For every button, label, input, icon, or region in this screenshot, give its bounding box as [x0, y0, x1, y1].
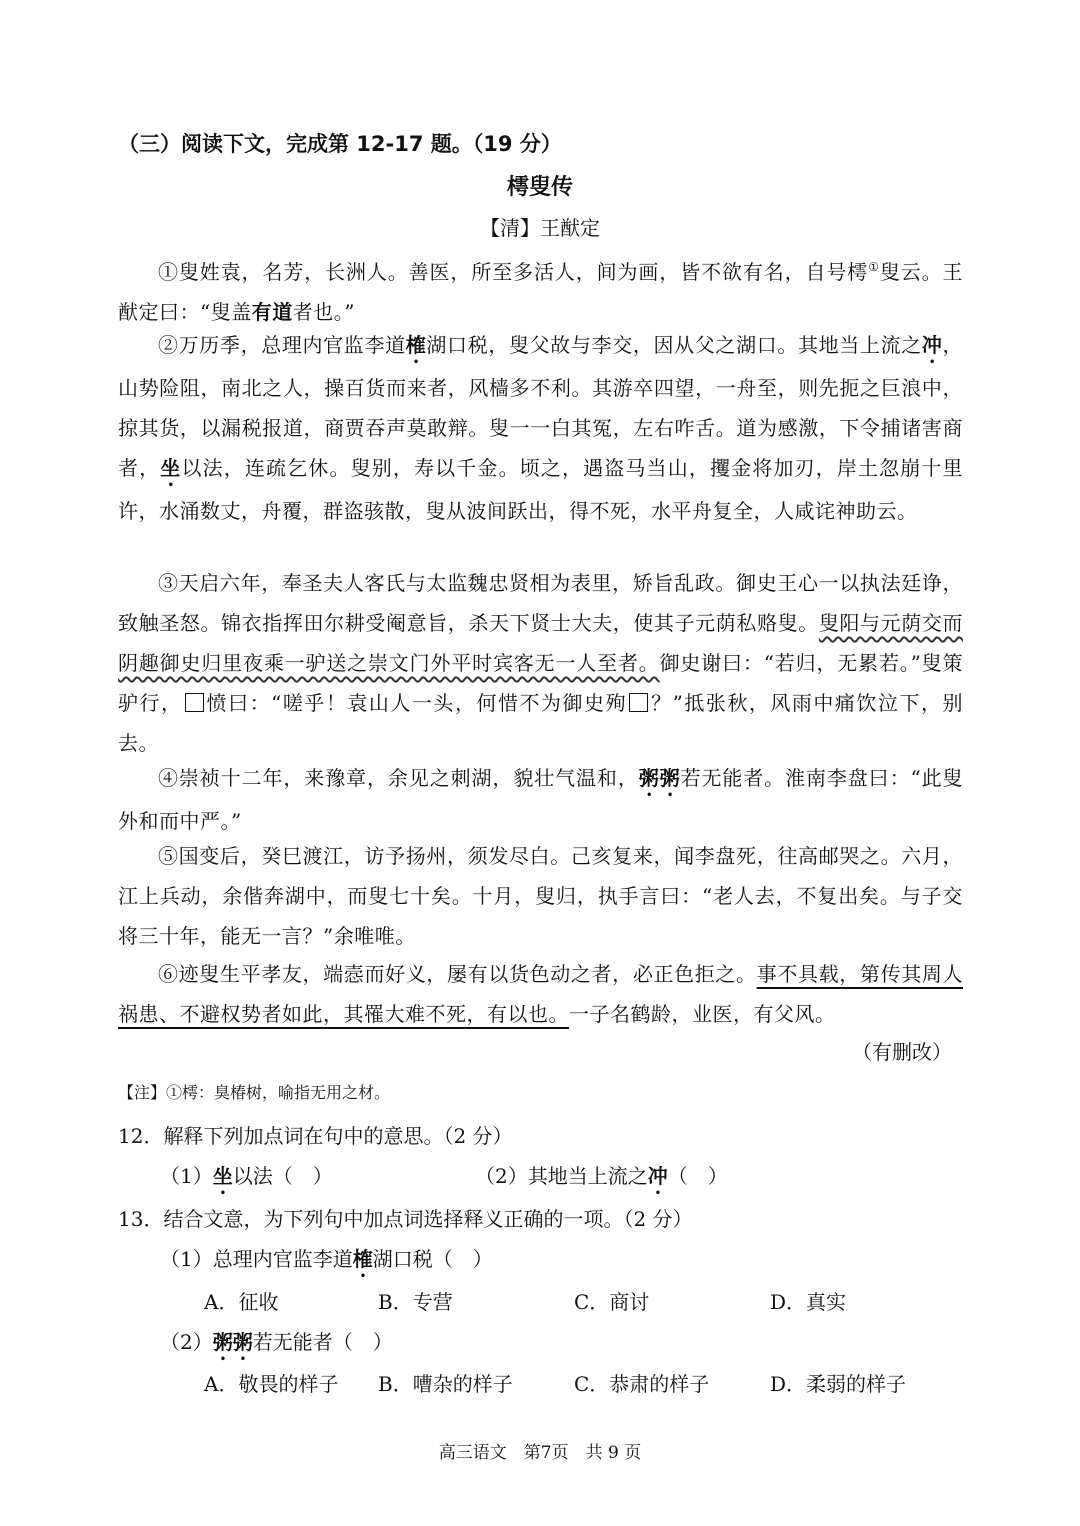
p4-text: ④崇祯十二年，来豫章，余见之刺湖，貌壮气温和，: [158, 766, 639, 790]
item-text: 以法（ ）: [232, 1164, 333, 1188]
paragraph-2: [118, 325, 963, 531]
bold-phrase: 有道: [251, 300, 293, 324]
question-12-item-2: [475, 1160, 728, 1199]
passage-title: 樗叟传: [506, 175, 573, 200]
item-label: （2）: [160, 1330, 213, 1354]
q13-2-option-b[interactable]: B．嘈杂的样子: [378, 1372, 513, 1396]
p2-text: 以法，连疏乞休。叟别，寿以千金。顷之，遇盗马当山，攫金将加刃，岸土忽崩十里许，水涌数丈，舟覆，群盗骇散，叟从波间跃出，得不死，水平舟复全，人咸诧神助云。: [118, 456, 964, 523]
paragraph-5: [118, 836, 963, 956]
passage-author: 【清】王猷定: [480, 216, 600, 240]
q13-1-option-d[interactable]: D．真实: [770, 1290, 847, 1314]
source-note: （有删改）: [852, 1040, 952, 1064]
item-label: （1）: [160, 1164, 213, 1188]
question-13-stem: 13．结合文意，为下列句中加点词选择释义正确的一项。（2 分）: [118, 1207, 693, 1231]
p2-text: 湖口税，叟父故与李交，因从父之湖口。其地当上流之: [426, 333, 922, 357]
p1-text: ①叟姓袁，名芳，长洲人。善医，所至多活人，间为画，皆不欲有名，自号樗: [158, 260, 869, 284]
p6-text: ⑥迹叟生平孝友，端悫而好义，屡有以货色动之者，必正色拒之。: [158, 962, 757, 986]
p3-text: ③天启六年，奉圣夫人客氏与太监魏忠贤相为表里，矫旨乱政。御史王心一以执法廷诤，致触圣怒。锦衣指挥田尔耕受阉意旨，杀天下贤士大夫，使其子元荫私赂叟。: [118, 571, 963, 635]
p1-text: 者也。”: [292, 300, 355, 324]
dotted-word: 粥粥: [638, 766, 681, 790]
q13-1-option-b[interactable]: B．专营: [378, 1290, 453, 1314]
wavy-underlined-sentence: 叟阳与元荫交而阴趣御史归里夜乘一驴送之崇文门外平时宾客无一人至者。: [118, 611, 964, 675]
p3-text: 御史谢曰：“若归，无累若。”叟策驴行，: [118, 651, 963, 715]
dotted-word: 粥粥: [212, 1330, 253, 1354]
dotted-word: 冲: [647, 1164, 668, 1188]
paragraph-1: [118, 247, 963, 332]
dotted-word: 榷: [352, 1247, 373, 1271]
blank-box: [629, 693, 648, 712]
item-text: （ ）: [667, 1164, 728, 1188]
dotted-word: 冲: [921, 333, 943, 357]
annotation: 【注】①樗：臭椿树，喻指无用之材。: [118, 1083, 391, 1102]
p2-text: ，山势险阻，南北之人，操百货而来者，风樯多不利。其游卒四望，一舟至，则先扼之巨浪中，掠其货，以漏税报道，商贾吞声莫敢辩。叟一一白其冤，左右咋舌。道为感激，下令捕诸害商者，: [118, 333, 964, 480]
q13-2-option-a[interactable]: A．敬畏的样子: [204, 1372, 339, 1396]
section-heading: （三）阅读下文，完成第 12-17 题。（19 分）: [118, 132, 562, 156]
item-text: 若无能者（ ）: [252, 1330, 393, 1354]
dotted-word: 坐: [212, 1164, 233, 1188]
item-text: （2）其地当上流之: [475, 1164, 648, 1188]
paragraph-3: [118, 563, 963, 763]
blank-box: [185, 693, 204, 712]
question-12-stem: 12．解释下列加点词在句中的意思。（2 分）: [118, 1124, 513, 1148]
question-13-sub-2: [160, 1326, 393, 1365]
page-footer: 高三语文 第7页 共 9 页: [438, 1443, 642, 1463]
p1-text: 王猷定曰：“叟盖: [118, 260, 964, 324]
footnote-mark: ①: [868, 260, 880, 274]
paragraph-6: [118, 954, 963, 1034]
question-13-sub-1: [160, 1243, 493, 1282]
question-12-item-1: [160, 1160, 333, 1199]
p1-text: 叟云。: [879, 260, 943, 284]
p5-text: ⑤国变后，癸巳渡江，访予扬州，须发尽白。己亥复来，闻李盘死，往高邮哭之。六月，江上兵动，余偕奔湖中，而叟七十矣。十月，叟归，执手言曰：“老人去，不复出矣。与子交将三十年，能无一言？”余唯唯。: [118, 844, 963, 948]
paragraph-4: [118, 758, 963, 841]
item-text: 湖口税（ ）: [372, 1247, 493, 1271]
q13-1-option-c[interactable]: C．商讨: [574, 1290, 650, 1314]
q13-1-option-a[interactable]: A．征收: [204, 1290, 279, 1314]
item-text: （1）总理内官监李道: [160, 1247, 353, 1271]
p3-text: 愤曰：“嗟乎！袁山人一头，何惜不为御史殉: [205, 691, 628, 715]
q13-2-option-d[interactable]: D．柔弱的样子: [770, 1372, 907, 1396]
dotted-word: 坐: [160, 456, 182, 480]
p2-text: ②万历季，总理内官监李道: [158, 333, 406, 357]
underlined-sentence: 事不具载，第传其周人祸患、不避权势者如此，其罹大难不死，有以也。: [118, 962, 964, 1026]
p6-text: 一子名鹤龄，业医，有父风。: [569, 1002, 836, 1026]
dotted-word: 榷: [405, 333, 427, 357]
p4-text: 若无能者。淮南李盘曰：“此叟外和而中严。”: [118, 766, 964, 833]
p3-text: ？”抵张秋，风雨中痛饮泣下，别去。: [118, 691, 963, 755]
q13-2-option-c[interactable]: C．恭肃的样子: [574, 1372, 710, 1396]
